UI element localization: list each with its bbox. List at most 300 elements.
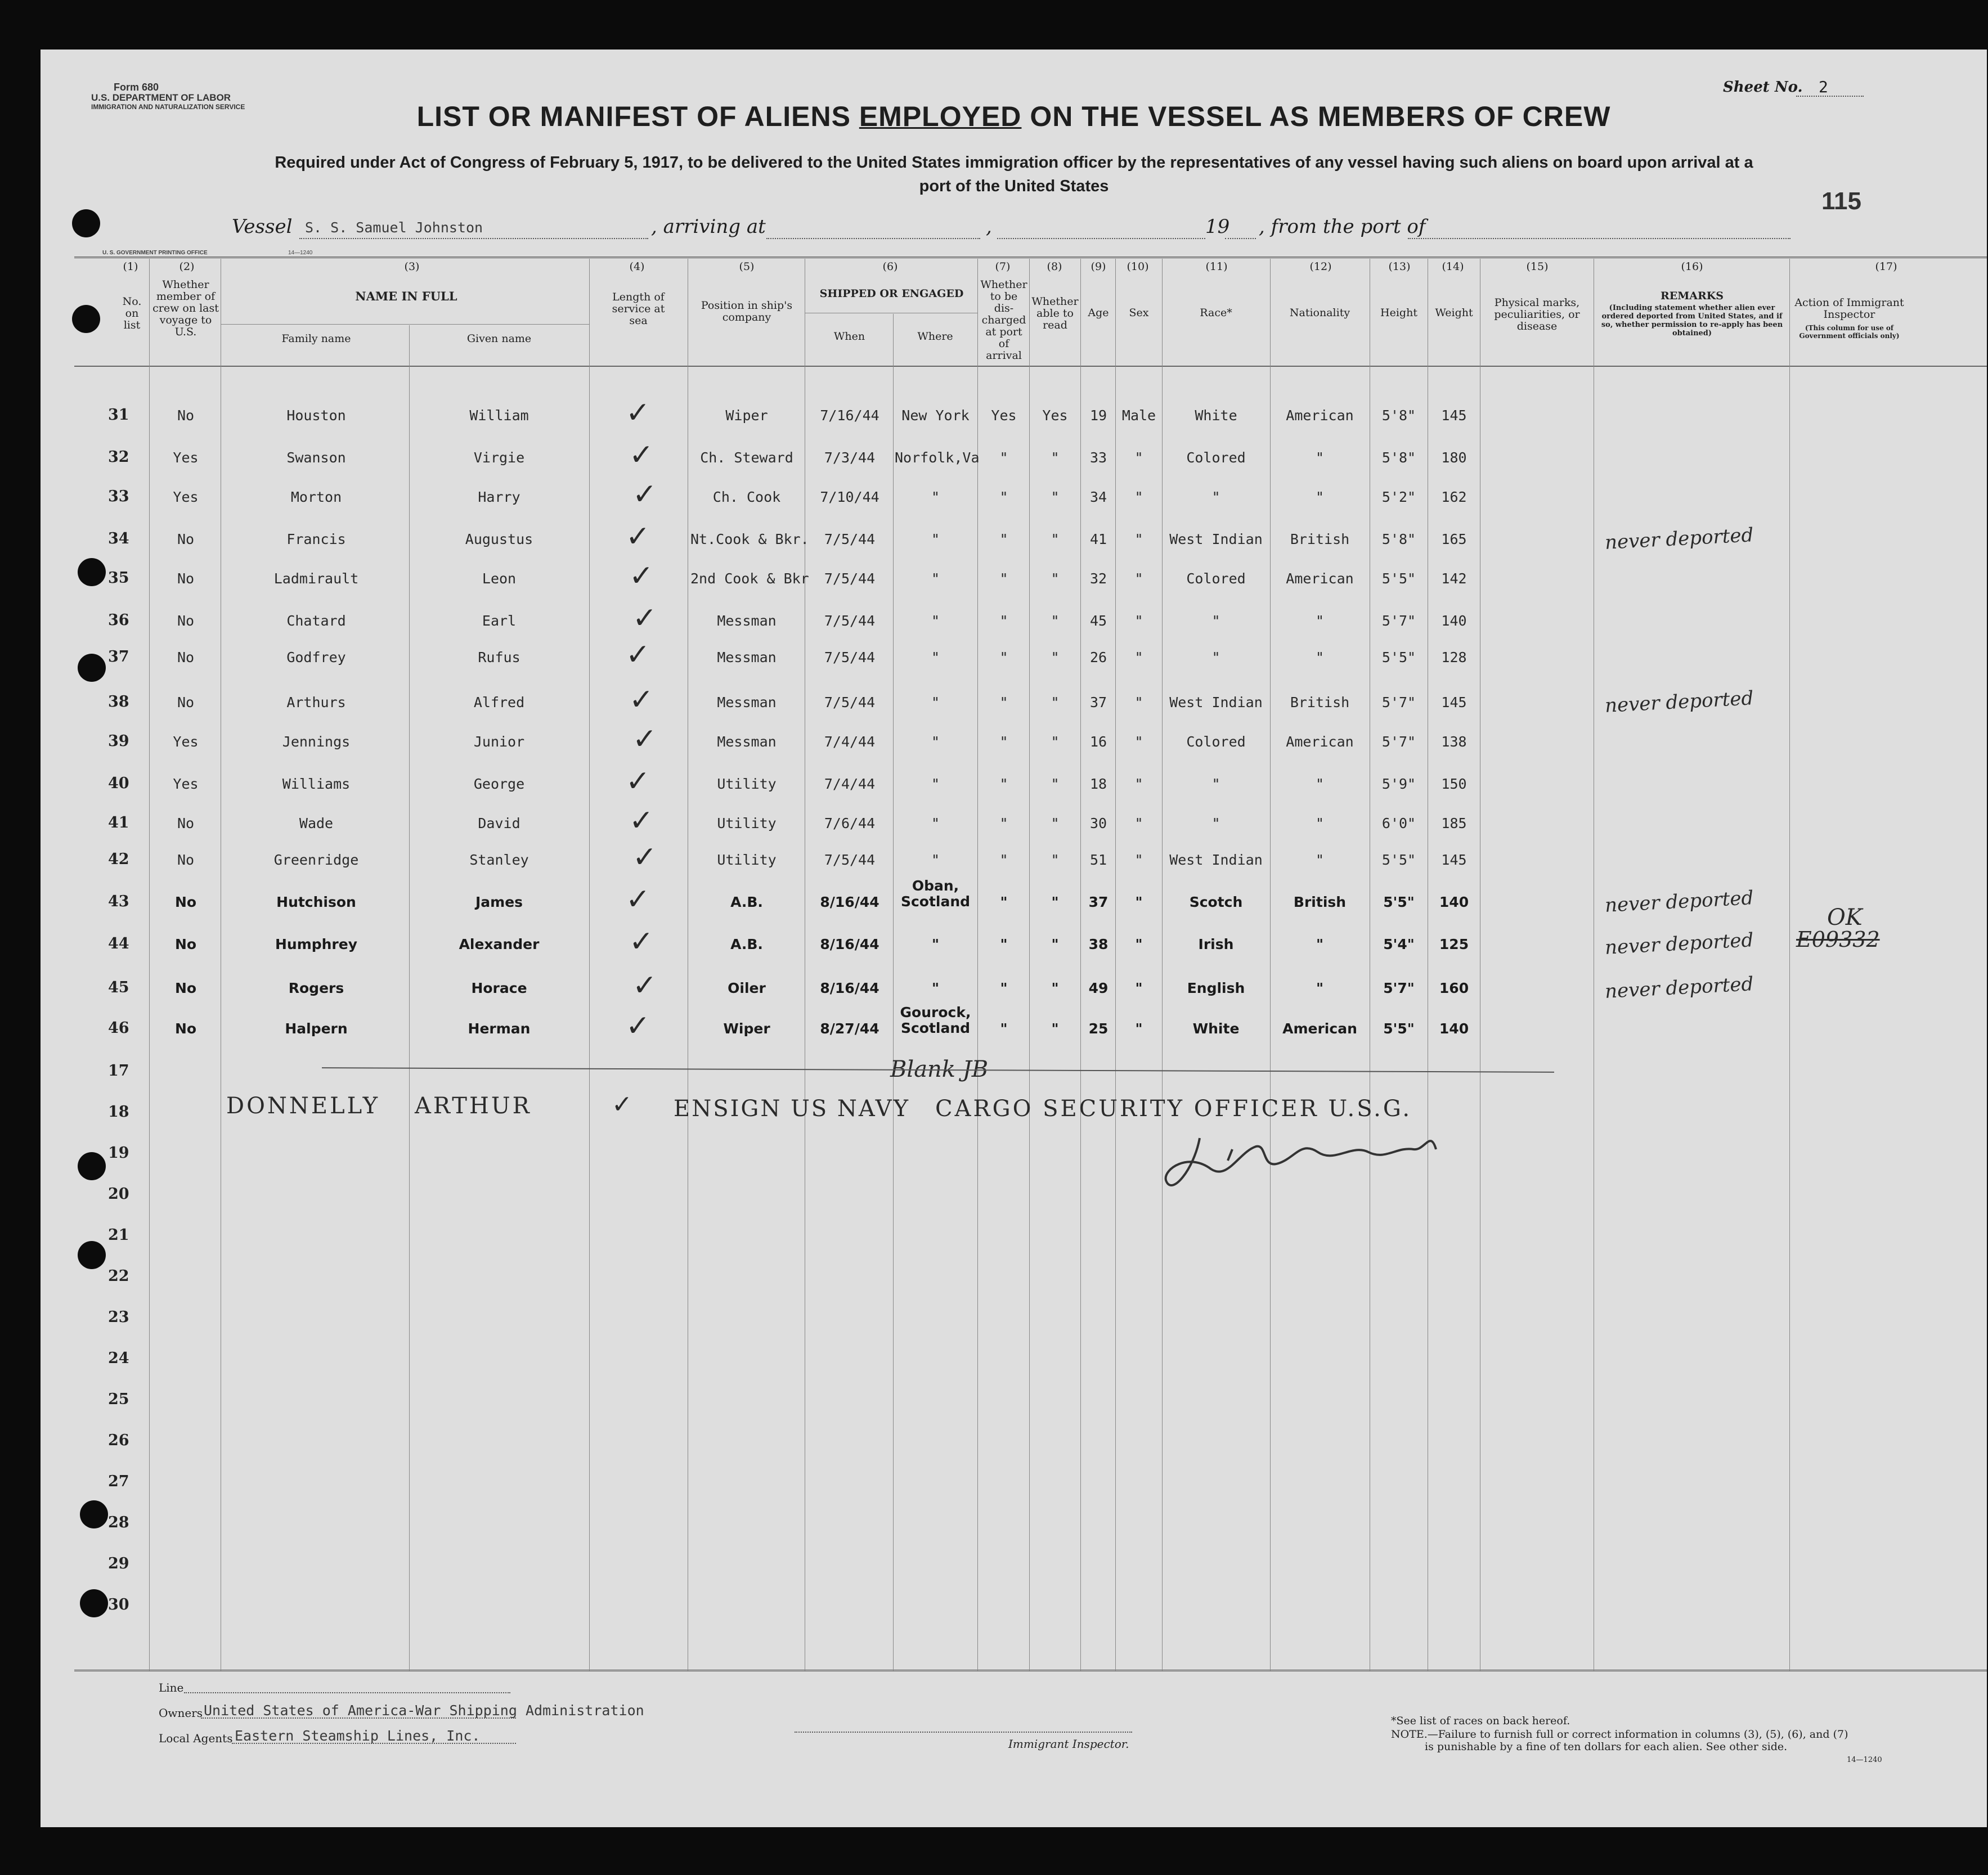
cell-weight: 180 — [1441, 449, 1467, 466]
row-number: 38 — [108, 693, 129, 711]
cell-disch: " — [1000, 936, 1008, 952]
remark-handwritten: never deported — [1604, 973, 1754, 1003]
cell-disch: " — [1000, 1020, 1008, 1037]
cell-where: " — [931, 776, 940, 792]
footer-owners-label: Owners — [159, 1706, 203, 1720]
footer-agents-field — [232, 1743, 516, 1744]
cell-family: Arthurs — [286, 694, 346, 711]
cell-height: 5'5" — [1383, 894, 1415, 910]
footer-agents-label: Local Agents — [159, 1732, 233, 1745]
cell-given: George — [473, 776, 525, 792]
cell-weight: 125 — [1439, 936, 1469, 952]
header-race: Race* — [1200, 307, 1232, 319]
cell-read: " — [1051, 936, 1059, 952]
row-number: 35 — [108, 569, 129, 587]
form-service: IMMIGRATION AND NATURALIZATION SERVICE — [91, 103, 245, 111]
cell-when: 7/5/44 — [824, 570, 876, 587]
cell-nat: " — [1315, 776, 1325, 792]
cell-family: Houston — [286, 407, 346, 424]
cell-prev: No — [177, 815, 195, 831]
vessel-label: Vessel — [232, 215, 293, 238]
cell-weight: 145 — [1441, 407, 1467, 424]
cell-height: 5'5" — [1381, 649, 1416, 666]
footer-note-2: is punishable by a fine of ten dollars for each alien. See other side. — [1425, 1741, 1788, 1753]
row-number: 32 — [108, 448, 129, 466]
service-check-mark: ✓ — [632, 969, 657, 1002]
cell-where: " — [931, 734, 940, 750]
printing-code: 14—1240 — [288, 250, 313, 256]
cell-disch: " — [999, 649, 1008, 666]
cell-sex: " — [1135, 894, 1143, 910]
cell-where: " — [931, 570, 940, 587]
footer-code: 14—1240 — [1847, 1756, 1882, 1764]
row-number: 43 — [108, 893, 129, 910]
empty-row-number: 18 — [108, 1103, 129, 1121]
cell-where: " — [931, 852, 940, 868]
cell-disch: " — [1000, 980, 1008, 996]
arriving-label: , arriving at — [651, 215, 766, 238]
cell-race: " — [1211, 613, 1220, 629]
cell-race: White — [1192, 1020, 1240, 1037]
header-inspector-action: Action of Immigrant Inspector — [1794, 296, 1904, 321]
cell-where: " — [931, 613, 940, 629]
cell-given: Earl — [482, 613, 517, 629]
cell-family: Greenridge — [273, 852, 359, 868]
cell-where: Norfolk,Va — [895, 449, 980, 466]
cell-age: 33 — [1089, 449, 1107, 466]
cell-position: A.B. — [730, 894, 763, 910]
cell-read: " — [1051, 570, 1060, 587]
cell-sex: " — [1134, 489, 1143, 505]
cell-race: Irish — [1198, 936, 1234, 952]
cell-race: Scotch — [1189, 894, 1243, 910]
cell-when: 7/6/44 — [824, 815, 876, 831]
row-number: 40 — [108, 775, 129, 792]
cell-given: Alfred — [473, 694, 525, 711]
header-discharged: Whether to be dis-charged at port of arrival — [980, 278, 1027, 362]
cell-age: 51 — [1089, 852, 1107, 868]
binder-hole — [80, 1589, 108, 1617]
cell-given: Augustus — [465, 531, 533, 547]
cell-race: Colored — [1186, 449, 1246, 466]
cell-where: New York — [901, 407, 970, 424]
cell-nat: British — [1290, 694, 1350, 711]
cell-nat: American — [1286, 734, 1354, 750]
cell-prev: Yes — [173, 776, 199, 792]
cell-weight: 145 — [1441, 694, 1467, 711]
cell-race: " — [1211, 489, 1220, 505]
cell-position: Messman — [717, 694, 777, 711]
row-number: 46 — [108, 1019, 129, 1037]
cell-family: Morton — [290, 489, 342, 505]
service-check-mark: ✓ — [632, 478, 657, 511]
cell-race: West Indian — [1169, 852, 1263, 868]
service-check-mark: ✓ — [626, 883, 650, 916]
header-given-name: Given name — [466, 332, 532, 345]
cell-race: White — [1195, 407, 1237, 424]
footer-owners-value: United States of America-War Shipping Administration — [204, 1702, 644, 1719]
remark-handwritten: never deported — [1604, 687, 1754, 717]
cell-given: Herman — [468, 1020, 531, 1037]
cell-when: 7/4/44 — [824, 776, 876, 792]
cell-position: Nt.Cook & Bkr. — [690, 531, 809, 547]
cell-sex: " — [1135, 980, 1143, 996]
row-number: 36 — [108, 611, 129, 629]
cell-race: West Indian — [1169, 694, 1263, 711]
row-number: 37 — [108, 648, 129, 666]
empty-row-number: 23 — [108, 1309, 129, 1326]
empty-row-number: 24 — [108, 1350, 129, 1367]
cell-when: 7/16/44 — [820, 407, 879, 424]
subtitle-line-2: port of the United States — [919, 177, 1109, 195]
cell-disch: " — [999, 852, 1008, 868]
sheet-number: 2 — [1819, 78, 1828, 96]
extra-family-name: DONNELLY — [226, 1093, 380, 1119]
header-inspector-note: (This column for use of Government officials only) — [1799, 324, 1900, 340]
cell-disch: " — [999, 570, 1008, 587]
col-number: (10) — [1127, 260, 1149, 273]
from-port-label: , from the port of — [1259, 215, 1426, 238]
cell-sex: Male — [1121, 407, 1156, 424]
footer-note: NOTE.—Failure to furnish full or correct information in columns (3), (5), (6), and (7) — [1391, 1728, 1848, 1741]
form-department: U.S. DEPARTMENT OF LABOR — [91, 92, 231, 103]
header-crew-last-voyage: Whether member of crew on last voyage to U.S. — [152, 278, 219, 338]
cell-race: " — [1211, 776, 1220, 792]
service-check-mark: ✓ — [629, 925, 654, 959]
title-underlined: EMPLOYED — [859, 101, 1022, 132]
cell-position: Wiper — [725, 407, 768, 424]
cell-age: 19 — [1089, 407, 1107, 424]
remark-handwritten: never deported — [1604, 929, 1754, 959]
comma-sep: , — [986, 215, 992, 238]
cell-height: 5'7" — [1383, 980, 1415, 996]
cell-age: 18 — [1089, 776, 1107, 792]
cell-height: 5'5" — [1381, 852, 1416, 868]
extra-position: ENSIGN US NAVY — [674, 1096, 910, 1122]
empty-row-number: 19 — [108, 1144, 129, 1162]
cell-when: 7/5/44 — [824, 852, 876, 868]
cell-race: " — [1211, 649, 1220, 666]
cell-disch: " — [999, 449, 1008, 466]
col-number: (15) — [1526, 260, 1549, 273]
inspector-signature-line — [795, 1732, 1132, 1733]
cell-position: Utility — [717, 815, 777, 831]
cell-disch: " — [999, 734, 1008, 750]
blank-note: Blank JB — [890, 1056, 989, 1082]
cell-disch: " — [999, 815, 1008, 831]
col-number: (9) — [1091, 260, 1106, 273]
cell-nat: British — [1293, 894, 1347, 910]
cell-weight: 140 — [1441, 613, 1467, 629]
cell-nat: " — [1315, 852, 1325, 868]
col-number: (1) — [123, 260, 138, 273]
service-check-mark: ✓ — [626, 765, 650, 798]
cell-sex: " — [1134, 776, 1143, 792]
cell-read: " — [1051, 815, 1060, 831]
subtitle-line-1: Required under Act of Congress of February 5, 1917, to be delivered to the United States immigration officer by the representatives of any vessel having such aliens on board upon arrival at a — [275, 154, 1753, 172]
cell-sex: " — [1134, 449, 1143, 466]
vessel-name: S. S. Samuel Johnston — [305, 219, 483, 236]
service-check-mark: ✓ — [626, 638, 650, 672]
empty-row-number: 17 — [108, 1062, 129, 1080]
cell-disch: " — [999, 531, 1008, 547]
cell-family: Ladmirault — [273, 570, 359, 587]
cell-disch: " — [1000, 894, 1008, 910]
manifest-sheet — [41, 50, 1987, 1827]
cell-given: David — [478, 815, 520, 831]
cell-height: 5'8" — [1381, 407, 1416, 424]
cell-where: " — [931, 936, 940, 952]
cell-family: Chatard — [286, 613, 346, 629]
cell-where: " — [931, 694, 940, 711]
cell-disch: " — [999, 613, 1008, 629]
cell-when: 8/16/44 — [820, 980, 879, 996]
row-number: 45 — [108, 979, 129, 996]
year-label: 19 — [1205, 215, 1230, 238]
cell-read: Yes — [1042, 407, 1068, 424]
header-name-in-full: NAME IN FULL — [355, 289, 457, 303]
empty-row-number: 25 — [108, 1391, 129, 1408]
cell-given: Horace — [471, 980, 527, 996]
footer-line-label: Line — [159, 1681, 184, 1694]
footer-races-note: *See list of races on back hereof. — [1391, 1715, 1570, 1727]
empty-row-number: 28 — [108, 1514, 129, 1531]
col-number: (5) — [739, 260, 755, 273]
header-length-of-service: Length of service at sea — [612, 291, 665, 327]
service-check-mark: ✓ — [629, 804, 654, 838]
header-age: Age — [1088, 307, 1109, 319]
extra-check: ✓ — [612, 1090, 632, 1119]
cell-prev: Yes — [173, 734, 199, 750]
cell-position: Oiler — [728, 980, 766, 996]
cell-height: 5'7" — [1381, 694, 1416, 711]
service-check-mark: ✓ — [629, 683, 654, 717]
cell-sex: " — [1135, 936, 1143, 952]
cell-race: " — [1211, 815, 1220, 831]
empty-row-number: 20 — [108, 1185, 129, 1203]
row-number: 44 — [108, 935, 129, 952]
row-number: 31 — [108, 406, 129, 424]
header-no-on-list: No. on list — [122, 295, 142, 331]
cell-age: 37 — [1088, 894, 1109, 910]
cell-sex: " — [1134, 649, 1143, 666]
cell-family: Wade — [299, 815, 334, 831]
empty-row-number: 22 — [108, 1267, 129, 1285]
cell-given: Alexander — [459, 936, 540, 952]
cell-disch: " — [999, 489, 1008, 505]
extra-note: CARGO SECURITY OFFICER U.S.G. — [935, 1096, 1412, 1122]
cell-sex: " — [1134, 852, 1143, 868]
remark-handwritten: never deported — [1604, 887, 1754, 917]
header-weight: Weight — [1435, 307, 1473, 319]
cell-sex: " — [1134, 531, 1143, 547]
cell-weight: 150 — [1441, 776, 1467, 792]
cell-when: 7/5/44 — [824, 613, 876, 629]
cell-nat: British — [1290, 531, 1350, 547]
header-remarks: REMARKS — [1660, 290, 1724, 302]
cell-sex: " — [1134, 613, 1143, 629]
title-part-1: LIST OR MANIFEST OF ALIENS — [416, 101, 859, 132]
cell-position: Wiper — [723, 1020, 770, 1037]
cell-when: 8/27/44 — [820, 1020, 879, 1037]
cell-when: 8/16/44 — [820, 894, 879, 910]
cell-age: 34 — [1089, 489, 1107, 505]
header-sex: Sex — [1129, 307, 1149, 319]
header-physical-marks: Physical marks, peculiarities, or disease — [1494, 296, 1580, 332]
empty-row-number: 26 — [108, 1432, 129, 1449]
cell-sex: " — [1134, 694, 1143, 711]
cell-given: Rufus — [478, 649, 520, 666]
cell-family: Swanson — [286, 449, 346, 466]
empty-row-number: 27 — [108, 1473, 129, 1490]
col-number: (14) — [1442, 260, 1464, 273]
cell-weight: 162 — [1441, 489, 1467, 505]
cell-disch: " — [999, 694, 1008, 711]
cell-disch: Yes — [991, 407, 1017, 424]
cell-given: William — [469, 407, 529, 424]
cell-family: Francis — [286, 531, 346, 547]
col-number: (17) — [1875, 260, 1897, 273]
cell-prev: No — [177, 694, 195, 711]
binder-hole — [78, 654, 106, 682]
cell-prev: No — [174, 980, 197, 996]
binder-hole — [72, 209, 100, 237]
cell-given: Stanley — [469, 852, 529, 868]
cell-nat: " — [1315, 613, 1325, 629]
cell-prev: No — [177, 531, 195, 547]
col-number: (11) — [1205, 260, 1228, 273]
row-number: 41 — [108, 814, 129, 831]
row-number: 34 — [108, 530, 129, 547]
remark-handwritten: never deported — [1604, 524, 1754, 554]
cell-weight: 160 — [1439, 980, 1469, 996]
cell-prev: No — [177, 613, 195, 629]
cell-race: English — [1187, 980, 1245, 996]
cell-family: Halpern — [285, 1020, 348, 1037]
cell-weight: 140 — [1439, 894, 1469, 910]
cell-age: 49 — [1088, 980, 1109, 996]
cell-height: 5'9" — [1381, 776, 1416, 792]
cell-height: 5'7" — [1381, 613, 1416, 629]
cell-weight: 185 — [1441, 815, 1467, 831]
cell-disch: " — [999, 776, 1008, 792]
printing-office: U. S. GOVERNMENT PRINTING OFFICE — [102, 250, 208, 256]
cell-given: Leon — [482, 570, 517, 587]
cell-sex: " — [1134, 734, 1143, 750]
cell-when: 7/3/44 — [824, 449, 876, 466]
binder-hole — [72, 305, 100, 333]
service-check-mark: ✓ — [629, 559, 654, 593]
cell-age: 30 — [1089, 815, 1107, 831]
cell-where: " — [931, 649, 940, 666]
cell-age: 32 — [1089, 570, 1107, 587]
service-check-mark: ✓ — [632, 840, 657, 874]
cell-family: Godfrey — [286, 649, 346, 666]
cell-given: Harry — [478, 489, 520, 505]
cell-when: 8/16/44 — [820, 936, 879, 952]
cell-when: 7/5/44 — [824, 531, 876, 547]
cell-height: 5'5" — [1381, 570, 1416, 587]
header-height: Height — [1380, 307, 1417, 319]
service-check-mark: ✓ — [626, 1009, 650, 1043]
cell-nat: " — [1316, 936, 1324, 952]
cell-position: 2nd Cook & Bkr — [690, 570, 809, 587]
cell-prev: No — [177, 407, 195, 424]
row-number: 33 — [108, 488, 129, 505]
cell-age: 41 — [1089, 531, 1107, 547]
binder-hole — [78, 1152, 106, 1180]
col-number: (13) — [1388, 260, 1411, 273]
cell-read: " — [1051, 649, 1060, 666]
cell-where: Oban, Scotland — [900, 878, 971, 910]
cell-position: Utility — [717, 852, 777, 868]
cell-family: Rogers — [288, 980, 344, 996]
cell-where: " — [931, 489, 940, 505]
cell-age: 25 — [1088, 1020, 1109, 1037]
signature-scribble — [41, 50, 1987, 1827]
cell-when: 7/5/44 — [824, 694, 876, 711]
cell-height: 5'4" — [1383, 936, 1415, 952]
extra-given-name: ARTHUR — [415, 1093, 532, 1119]
cell-read: " — [1051, 734, 1060, 750]
cell-age: 37 — [1089, 694, 1107, 711]
binder-hole — [80, 1500, 108, 1528]
cell-read: " — [1051, 894, 1059, 910]
cell-age: 26 — [1089, 649, 1107, 666]
cell-position: Messman — [717, 734, 777, 750]
header-where: Where — [917, 330, 953, 343]
cell-race: Colored — [1186, 734, 1246, 750]
service-check-mark: ✓ — [629, 438, 654, 472]
cell-prev: No — [174, 936, 197, 952]
header-family-name: Family name — [281, 332, 351, 345]
cell-position: Utility — [717, 776, 777, 792]
cell-read: " — [1051, 531, 1060, 547]
service-check-mark: ✓ — [626, 396, 650, 430]
cell-read: " — [1051, 694, 1060, 711]
cell-read: " — [1051, 1020, 1059, 1037]
cell-weight: 165 — [1441, 531, 1467, 547]
cell-weight: 128 — [1441, 649, 1467, 666]
footer-line-field — [184, 1692, 510, 1693]
cell-prev: No — [177, 852, 195, 868]
cell-nat: " — [1315, 449, 1325, 466]
service-check-mark: ✓ — [632, 722, 657, 756]
cell-nat: " — [1315, 815, 1325, 831]
cell-age: 16 — [1089, 734, 1107, 750]
cell-given: Junior — [473, 734, 525, 750]
cell-read: " — [1051, 852, 1060, 868]
cell-prev: Yes — [173, 489, 199, 505]
cell-height: 5'8" — [1381, 531, 1416, 547]
cell-read: " — [1051, 613, 1060, 629]
cell-where: " — [931, 815, 940, 831]
row-number: 39 — [108, 732, 129, 750]
header-position: Position in ship's company — [701, 299, 793, 323]
header-able-to-read: Whether able to read — [1031, 295, 1079, 331]
cell-prev: No — [177, 570, 195, 587]
cell-nat: " — [1316, 980, 1324, 996]
cell-race: Colored — [1186, 570, 1246, 587]
col-number: (16) — [1681, 260, 1703, 273]
header-nationality: Nationality — [1289, 307, 1350, 319]
cell-prev: No — [177, 649, 195, 666]
header-shipped-or-engaged: SHIPPED OR ENGAGED — [819, 287, 964, 300]
col-number: (4) — [629, 260, 645, 273]
cell-height: 5'8" — [1381, 449, 1416, 466]
col-number: (7) — [995, 260, 1011, 273]
cell-weight: 142 — [1441, 570, 1467, 587]
